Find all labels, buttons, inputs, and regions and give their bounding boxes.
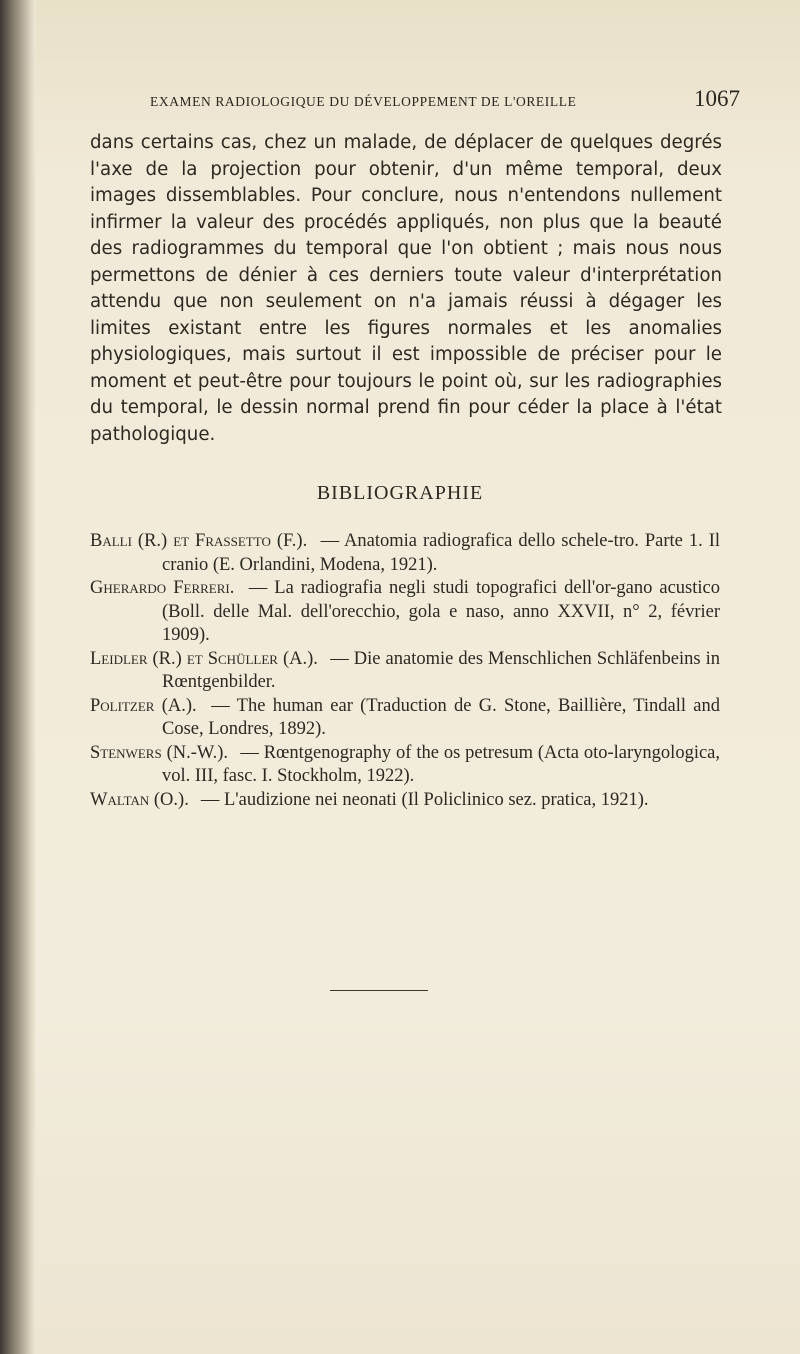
page-number: 1067: [694, 86, 740, 111]
bibliography-list: [90, 530, 720, 812]
body-paragraph: dans certains cas, chez un malade, de déplacer de quelques degrés l'axe de la projection pour obtenir, d'un même temporal, deux images dissemblables. Pour conclure, nous n'entendons nullement infirmer la valeur des procédés appliqués, non plus que la beauté des radiogrammes du temporal que l'on obtient ; mais nous nous permettons de dénier à ces derniers toute valeur d'interprétation attendu que non seulement on n'a jamais réussi à dégager les limites existant entre les figures normales et les anomalies physiologiques, mais surtout il est impossible de préciser pour le moment et peut-être pour toujours le point où, sur les radiographies du temporal, le dessin normal prend fin pour céder la place à l'état pathologique.: [90, 132, 722, 445]
entry-author: Waltan (O.).: [90, 789, 189, 810]
entry-text: — Anatomia radiografica dello schele-tro. Parte 1. Il cranio (E. Orlandini, Modena, 1921).: [162, 531, 720, 575]
entry-author: Gherardo Ferreri.: [90, 578, 235, 598]
entry-author: Balli (R.) et Frassetto (F.).: [90, 531, 308, 551]
running-header: [150, 86, 740, 116]
entry-author: Leidler (R.) et Schüller (A.).: [90, 648, 318, 669]
end-rule: [330, 990, 428, 991]
bibliography-entry: [90, 695, 720, 742]
bibliography-entry: [90, 789, 720, 813]
page-binding-edge: [0, 0, 36, 1354]
bibliography-entry: [90, 742, 720, 789]
entry-text: — La radiografia negli studi topografici dell'or-gano acustico (Boll. delle Mal. dell'orecchio, gola e naso, anno XXVII, n° 2, février 1909).: [162, 578, 720, 645]
running-title: EXAMEN RADIOLOGIQUE DU DÉVELOPPEMENT DE L'OREILLE: [150, 94, 577, 109]
entry-text: — The human ear (Traduction de G. Stone, Baillière, Tindall and Cose, Londres, 1892).: [162, 695, 721, 739]
entry-author: Stenwers (N.-W.).: [90, 742, 229, 763]
bibliography-entry: [90, 530, 720, 577]
entry-author: Politzer (A.).: [90, 695, 197, 716]
bibliography-title: BIBLIOGRAPHIE: [316, 482, 484, 504]
bibliography-entry: [90, 577, 720, 648]
entry-text: — L'audizione nei neonati (Il Policlinico sez. pratica, 1921).: [200, 789, 649, 810]
bibliography-entry: [90, 648, 720, 695]
entry-text: — Rœntgenography of the os petresum (Acta oto-laryngologica, vol. III, fasc. I. Stockholm, 1922).: [162, 742, 721, 786]
entry-text: — Die anatomie des Menschlichen Schläfenbeins in Rœntgenbilder.: [162, 648, 720, 692]
